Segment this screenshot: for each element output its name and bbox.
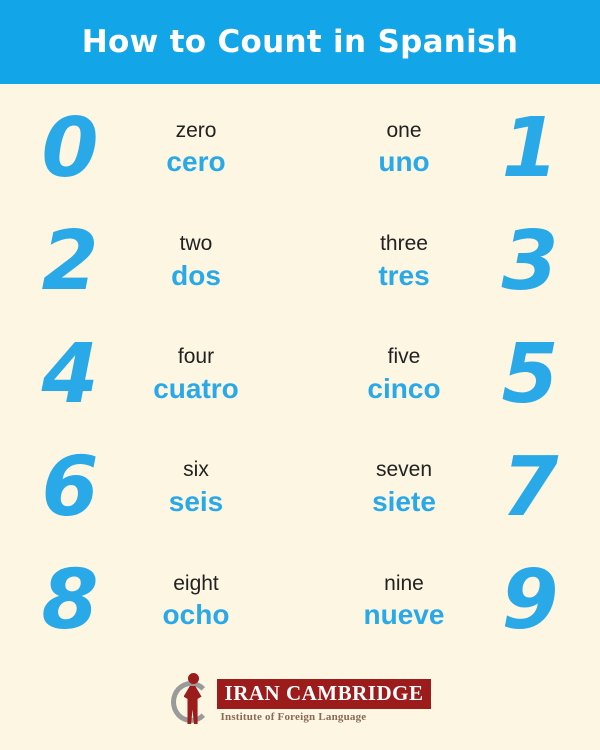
- brand-logo: [169, 673, 432, 729]
- digit-glyph: 6: [41, 440, 99, 536]
- number-entry-zero: [0, 100, 300, 196]
- number-entry-four: [0, 327, 300, 422]
- number-entry-two: [0, 213, 300, 309]
- digit-glyph: 5: [501, 327, 559, 422]
- spanish-word: cinco: [367, 372, 441, 404]
- word-pair: [324, 458, 484, 518]
- number-row: [0, 318, 600, 431]
- english-word: three: [380, 231, 428, 255]
- logo-person-head: [188, 673, 199, 684]
- digit-glyph: 8: [41, 553, 99, 649]
- number-row: [0, 205, 600, 318]
- english-word: eight: [173, 571, 219, 595]
- word-pair: [116, 572, 276, 632]
- english-word: five: [387, 345, 421, 369]
- word-pair: [324, 345, 484, 405]
- word-pair: [324, 119, 484, 179]
- person-in-c-logo-icon: [169, 673, 215, 729]
- english-word: zero: [175, 118, 217, 142]
- digit-glyph: 9: [501, 553, 559, 649]
- english-word: nine: [384, 571, 424, 595]
- spanish-word: ocho: [162, 599, 230, 631]
- number-row: [0, 92, 600, 205]
- logo-name: IRAN CAMBRIDGE: [217, 679, 432, 709]
- word-pair: [324, 232, 484, 292]
- number-row: [0, 545, 600, 658]
- word-pair: [116, 345, 276, 405]
- spanish-word: nueve: [363, 599, 445, 631]
- spanish-word: cuatro: [153, 372, 239, 404]
- word-pair: [324, 572, 484, 632]
- spanish-word: dos: [171, 259, 221, 291]
- logo-subtitle: Institute of Foreign Language: [220, 711, 367, 723]
- word-pair: [116, 232, 276, 292]
- number-entry-nine: [300, 553, 600, 649]
- number-entry-eight: [0, 553, 300, 649]
- number-entry-seven: [300, 440, 600, 536]
- header-banner: [0, 0, 600, 84]
- english-word: six: [183, 458, 209, 482]
- number-entry-six: [0, 440, 300, 536]
- digit-glyph: 7: [501, 440, 559, 536]
- digit-glyph: 3: [501, 213, 559, 309]
- digit-glyph: 1: [501, 100, 559, 196]
- english-word: one: [386, 118, 422, 142]
- footer: [0, 658, 600, 750]
- english-word: four: [177, 345, 215, 369]
- number-grid: [0, 84, 600, 658]
- spanish-word: siete: [372, 486, 436, 518]
- page-title: How to Count in Spanish: [81, 24, 519, 60]
- number-entry-five: [300, 327, 600, 422]
- word-pair: [116, 458, 276, 518]
- digit-glyph: 0: [41, 100, 99, 196]
- number-row: [0, 432, 600, 545]
- digit-glyph: 2: [41, 213, 99, 309]
- digit-glyph: 4: [41, 327, 99, 422]
- english-word: two: [179, 231, 213, 255]
- number-entry-three: [300, 213, 600, 309]
- spanish-word: seis: [168, 486, 224, 518]
- logo-text: [217, 679, 432, 723]
- spanish-word: uno: [378, 146, 430, 178]
- english-word: seven: [375, 458, 433, 482]
- spanish-word: cero: [166, 146, 226, 178]
- number-entry-one: [300, 100, 600, 196]
- word-pair: [116, 119, 276, 179]
- spanish-word: tres: [378, 259, 430, 291]
